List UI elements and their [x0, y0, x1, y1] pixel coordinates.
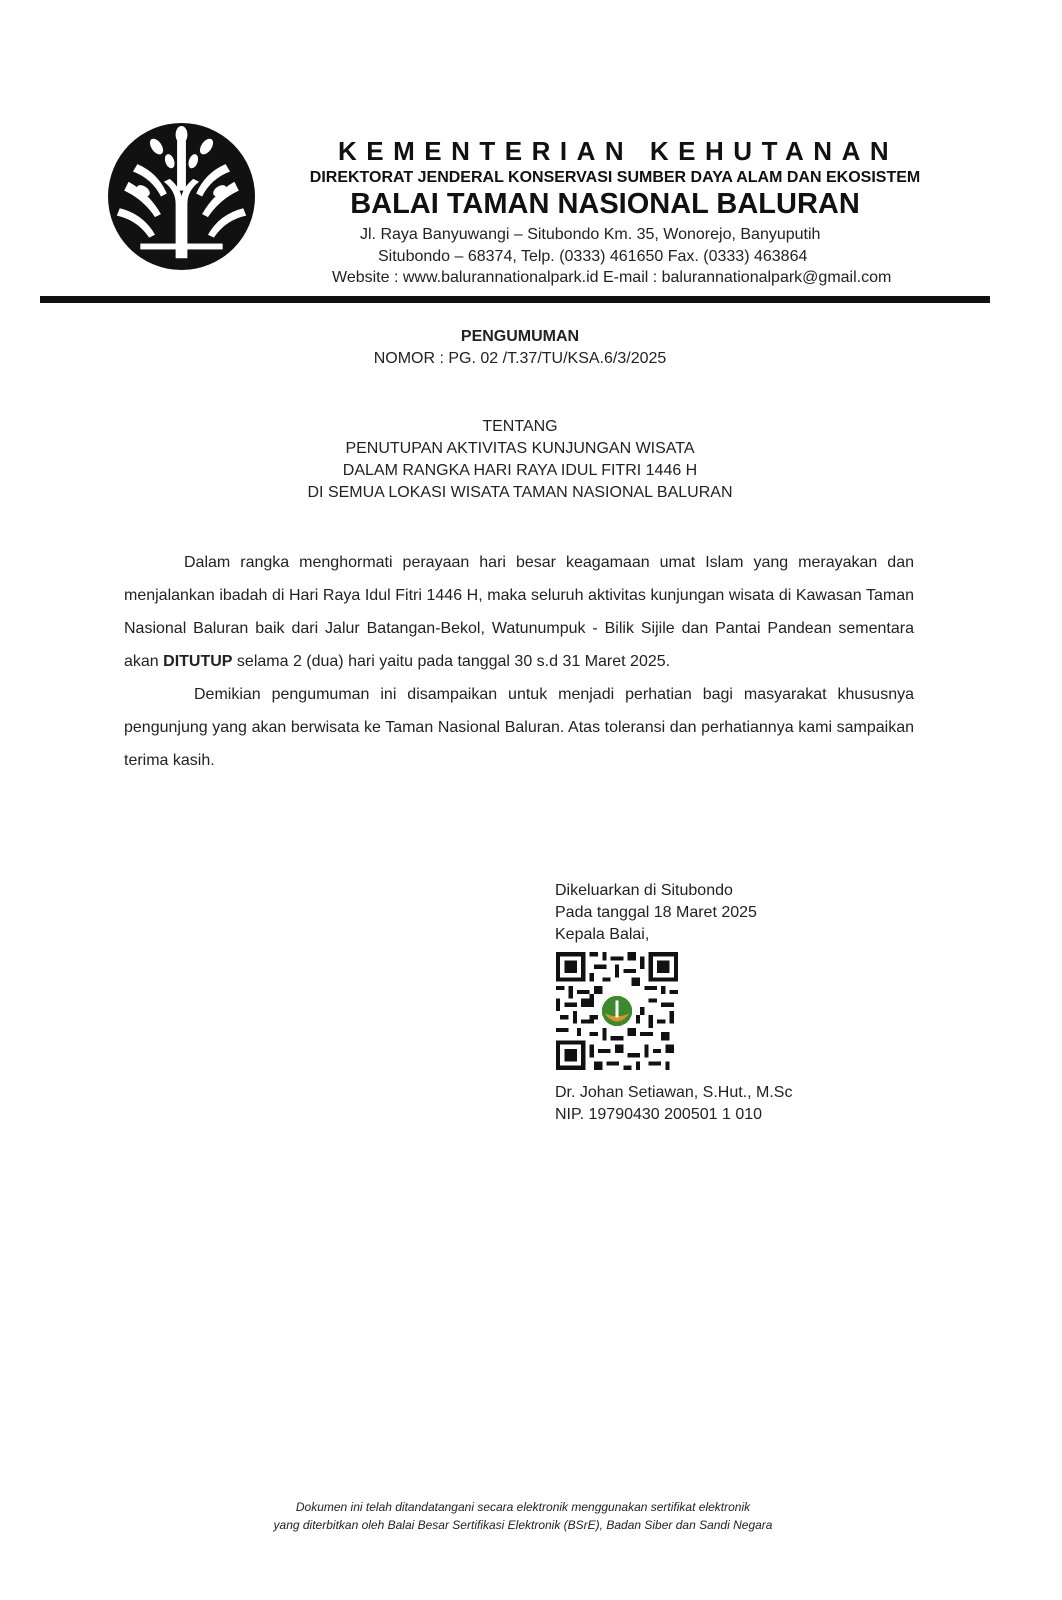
paragraph-text: selama 2 (dua) hari yaitu pada tanggal 30 s.d 31 Maret 2025.: [232, 653, 671, 670]
announcement-number: NOMOR : PG. 02 /T.37/TU/KSA.6/3/2025: [373, 350, 667, 367]
signature-qr-code-icon: [556, 952, 678, 1070]
signature-block: [555, 880, 905, 946]
subject-line: DALAM RANGKA HARI RAYA IDUL FITRI 1446 H: [342, 462, 698, 479]
electronic-signature-footer: [0, 1498, 1046, 1534]
office-website-email: Website : www.balurannationalpark.id E-mail : balurannationalpark@gmail.com: [332, 269, 892, 286]
signer-details: [555, 1082, 792, 1126]
subject-line: DI SEMUA LOKASI WISATA TAMAN NASIONAL BALURAN: [307, 484, 733, 501]
footer-line-1: Dokumen ini telah ditandatangani secara elektronik menggunakan sertifikat elektronik: [295, 1500, 751, 1514]
directorate-name: DIREKTORAT JENDERAL KONSERVASI SUMBER DAYA ALAM DAN EKOSISTEM: [309, 169, 921, 186]
footer-line-2: yang diterbitkan oleh Balai Besar Sertifikasi Elektronik (BSrE), Badan Siber dan Sandi Negara: [273, 1518, 773, 1532]
office-name: BALAI TAMAN NASIONAL BALURAN: [350, 188, 860, 220]
signer-name: Dr. Johan Setiawan, S.Hut., M.Sc: [555, 1084, 793, 1101]
subject-line: TENTANG: [482, 418, 558, 435]
closure-emphasis: DITUTUP: [163, 653, 233, 670]
ministry-name: KEMENTERIAN KEHUTANAN: [338, 136, 899, 166]
office-address-line2: Situbondo – 68374, Telp. (0333) 461650 Fax. (0333) 463864: [378, 248, 808, 265]
issued-date: Pada tanggal 18 Maret 2025: [555, 904, 757, 921]
office-address-line1: Jl. Raya Banyuwangi – Situbondo Km. 35, Wonorejo, Banyuputih: [360, 226, 821, 243]
body-paragraph-1: [124, 546, 914, 678]
body-paragraph-2: Demikian pengumuman ini disampaikan untuk menjadi perhatian bagi masyarakat khususnya pengunjung yang akan berwisata ke Taman Nasional Baluran. Atas toleransi dan perhatiannya kami sampaikan terima kasih.: [124, 686, 914, 769]
subject-line: PENUTUPAN AKTIVITAS KUNJUNGAN WISATA: [345, 440, 695, 457]
announcement-subject: [0, 416, 1040, 504]
signer-position: Kepala Balai,: [555, 926, 650, 943]
signer-nip: NIP. 19790430 200501 1 010: [555, 1106, 763, 1123]
ministry-tree-emblem-icon: [108, 123, 255, 270]
letterhead-divider: [40, 296, 990, 303]
announcement-title: PENGUMUMAN: [460, 328, 580, 345]
issued-place: Dikeluarkan di Situbondo: [555, 882, 733, 899]
announcement-body: [124, 546, 914, 777]
paragraph-text: Dalam rangka menghormati perayaan hari besar keagamaan umat Islam yang merayakan dan menjalankan ibadah di Hari Raya Idul Fitri 1446 H, maka seluruh aktivitas kunjungan wisata di Kawasan Taman Nasional Baluran baik dari Jalur Batangan-Bekol, Watunumpuk - Bilik Sijile dan Pantai Pandean sementara akan: [124, 554, 914, 670]
